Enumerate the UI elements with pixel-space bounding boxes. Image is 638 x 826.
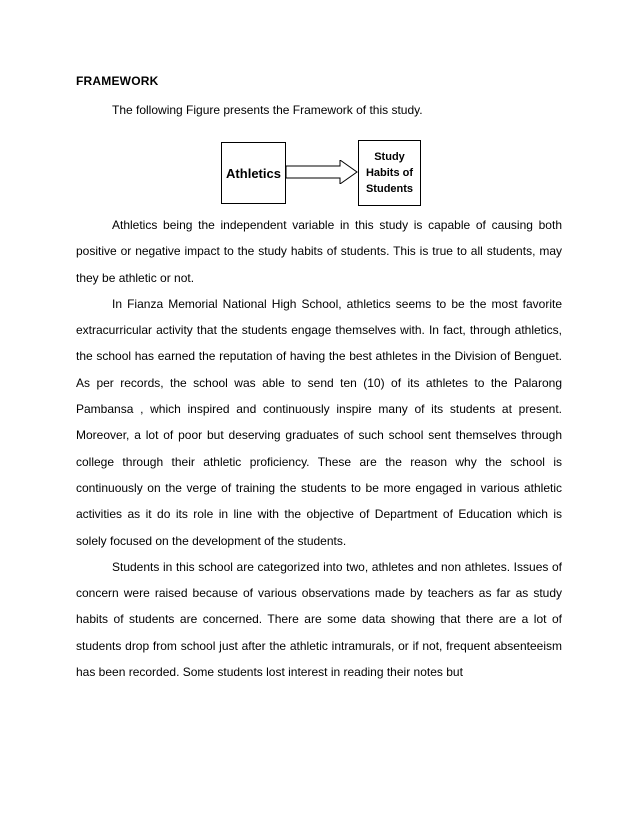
athletics-box: Athletics [221, 142, 286, 204]
paragraph-2: In Fianza Memorial National High School, athletics seems to be the most favorite extracurricular activity that the students engage themselves with. In fact, through athletics, the school has earned the reputation of having the best athletes in the Division of Benguet. As per records, the school was able to send ten (10) of its athletes to the Palarong Pambansa , which inspired and continuously inspire many of its students at present. Moreover, a lot of poor but deserving graduates of such school sent themselves through college through their athletic proficiency. These are the reason why the school is continuously on the verge of training the students to be more engaged in various athletic activities as it do its role in line with the objective of Department of Education which is solely focused on the development of the students. [76, 296, 562, 548]
paragraph-3: Students in this school are categorized into two, athletes and non athletes. Issues of concern were raised because of various observations made by teachers as far as study habits of students are concerned. There are some data showing that there are a lot of students drop from school just after the athletic intramurals, or if not, frequent absenteeism has been recorded. Some students lost interest in reading their notes but [76, 559, 562, 680]
intro-sentence: The following Figure presents the Framework of this study. [112, 103, 423, 117]
framework-diagram [221, 140, 421, 206]
paragraph-1: Athletics being the independent variable in this study is capable of causing both positive or negative impact to the study habits of students. This is true to all students, may they be athletic or not. [76, 218, 562, 285]
section-heading: FRAMEWORK [76, 74, 159, 88]
study-habits-box: Study Habits of Students [358, 140, 421, 206]
body-text [76, 212, 562, 685]
arrow-icon [286, 160, 358, 184]
